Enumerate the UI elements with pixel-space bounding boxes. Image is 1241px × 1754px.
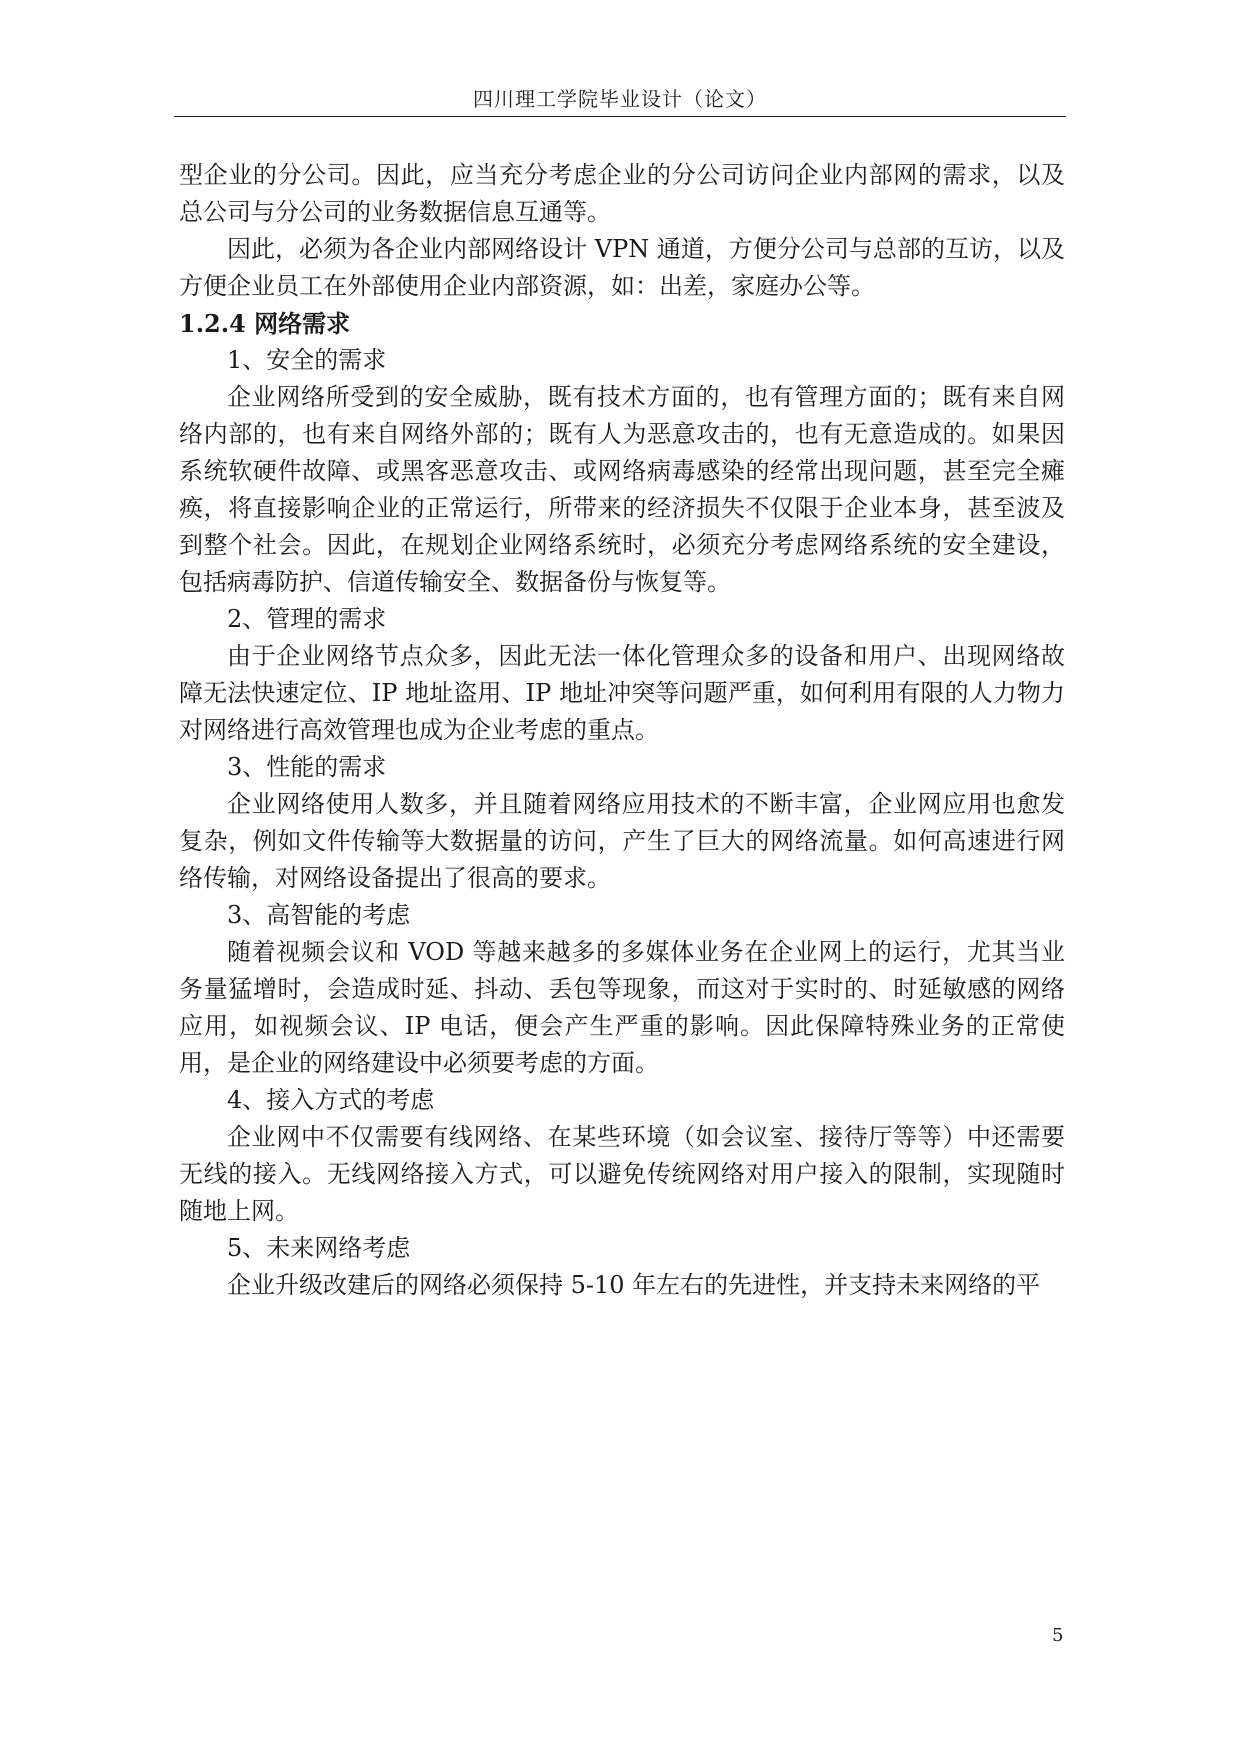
paragraph: 因此，必须为各企业内部网络设计 VPN 通道，方便分公司与总部的互访，以及方便企业员工在外部使用企业内部资源，如：出差，家庭办公等。 — [179, 235, 1065, 300]
subsection-label: 2、管理的需求 — [227, 605, 387, 633]
subsection-label: 4、接入方式的考虑 — [227, 1086, 435, 1114]
paragraph: 由于企业网络节点众多，因此无法一体化管理众多的设备和用户、出现网络故障无法快速定位、IP 地址盗用、IP 地址冲突等问题严重，如何利用有限的人力物力对网络进行高效管理也成为企业考虑的重点。 — [179, 642, 1065, 744]
page-number: 5 — [1052, 1625, 1064, 1646]
subsection-label: 3、高智能的考虑 — [227, 901, 411, 929]
page-header-title: 四川理工学院毕业设计（论文） — [473, 87, 767, 111]
paragraph: 企业网络所受到的安全威胁，既有技术方面的，也有管理方面的；既有来自网络内部的，也有来自网络外部的；既有人为恶意攻击的，也有无意造成的。如果因系统软硬件故障、或黑客恶意攻击、或网络病毒感染的经常出现问题，甚至完全瘫痪，将直接影响企业的正常运行，所带来的经济损失不仅限于企业本身，甚至波及到整个社会。因此，在规划企业网络系统时，必须充分考虑网络系统的安全建设，包括病毒防护、信道传输安全、数据备份与恢复等。 — [179, 383, 1065, 596]
paragraph: 企业升级改建后的网络必须保持 5-10 年左右的先进性，并支持未来网络的平 — [227, 1271, 1041, 1299]
paragraph: 企业网络使用人数多，并且随着网络应用技术的不断丰富，企业网应用也愈发复杂，例如文件传输等大数据量的访问，产生了巨大的网络流量。如何高速进行网络传输，对网络设备提出了很高的要求。 — [179, 790, 1065, 892]
paragraph: 型企业的分公司。因此，应当充分考虑企业的分公司访问企业内部网的需求，以及总公司与分公司的业务数据信息互通等。 — [179, 161, 1065, 226]
subsection-label: 1、安全的需求 — [227, 346, 387, 374]
subsection-label: 3、性能的需求 — [227, 753, 387, 781]
header-rule — [174, 116, 1066, 117]
section-heading: 1.2.4 网络需求 — [179, 309, 351, 338]
paragraph: 企业网中不仅需要有线网络、在某些环境（如会议室、接待厅等等）中还需要无线的接入。无线网络接入方式，可以避免传统网络对用户接入的限制，实现随时随地上网。 — [179, 1123, 1065, 1225]
document-body — [179, 157, 1065, 1304]
subsection-label: 5、未来网络考虑 — [227, 1234, 411, 1262]
paragraph: 随着视频会议和 VOD 等越来越多的多媒体业务在企业网上的运行，尤其当业务量猛增时，会造成时延、抖动、丢包等现象，而这对于实时的、时延敏感的网络应用，如视频会议、IP 电话，便会产生严重的影响。因此保障特殊业务的正常使用，是企业的网络建设中必须要考虑的方面。 — [179, 938, 1065, 1077]
